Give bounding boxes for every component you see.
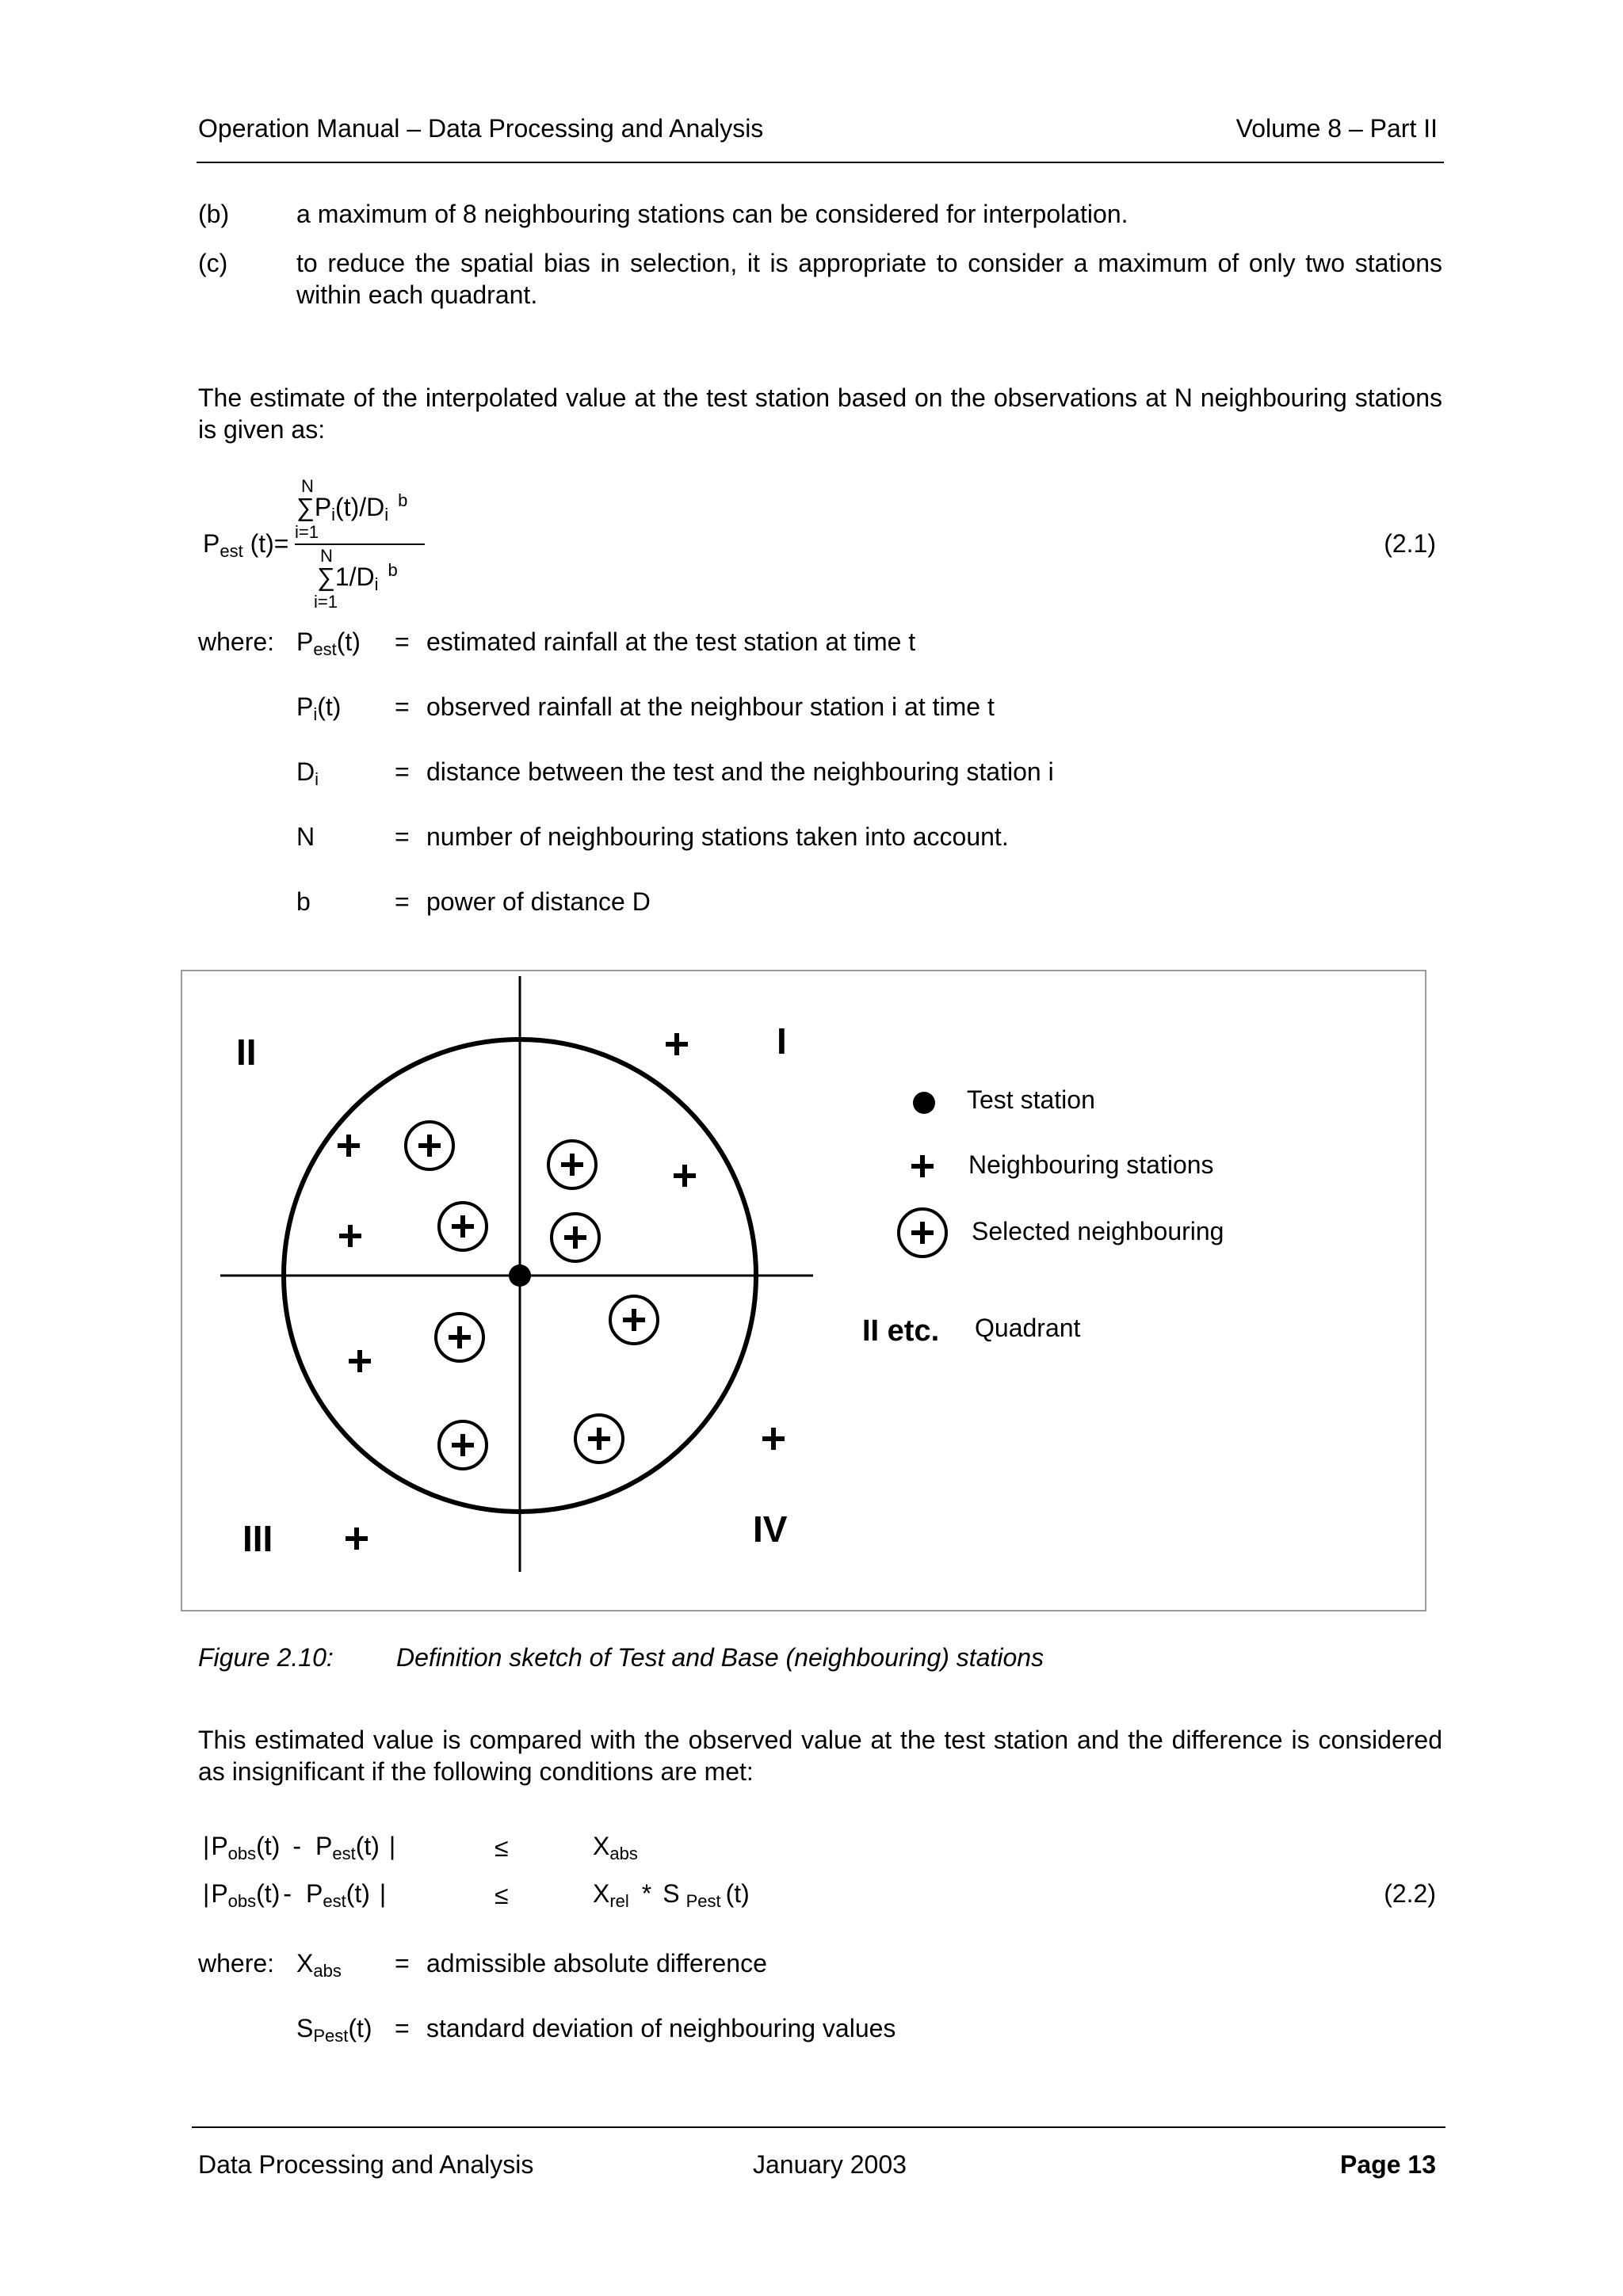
- selected-station-circled-plus: [436, 1314, 483, 1361]
- where2-eq-0: =: [395, 1949, 410, 1978]
- where2-sub-0: abs: [313, 1961, 342, 1981]
- where1-sub-0: est: [313, 639, 337, 659]
- eq1-lhs-p: P: [203, 529, 220, 558]
- eq1-den-sub: i: [374, 574, 379, 594]
- where1-desc-2: distance between the test and the neighbouring station i: [426, 757, 1054, 786]
- where1-sub-2: i: [315, 769, 319, 789]
- where1-sub-1: i: [313, 704, 318, 724]
- list-text-c: to reduce the spatial bias in selection, it is appropriate to consider a maximum of only two stations within each quadrant.: [296, 249, 1442, 309]
- eq2-row2-rhs: [593, 1878, 750, 1909]
- eq1-num-pow: b: [398, 490, 408, 510]
- eq2-s: S: [663, 1879, 680, 1908]
- eq2-p4: P: [306, 1879, 323, 1908]
- where1-eq-2: =: [395, 757, 410, 786]
- eq1-den-sigma: ∑: [317, 563, 335, 591]
- header-volume: Volume 8 – Part II: [1235, 114, 1438, 143]
- eq2-t: (t): [256, 1832, 281, 1860]
- selected-station-circled-plus: [439, 1421, 487, 1469]
- eq1-num-sigma: ∑: [296, 493, 315, 521]
- eq2-obs-sub: obs: [227, 1844, 257, 1863]
- selected-station-circled-plus: [610, 1296, 658, 1344]
- eq1-num-p: P: [314, 493, 332, 521]
- legend-quadrant: Quadrant: [975, 1314, 1081, 1342]
- where1-sym-0: P: [296, 627, 314, 656]
- eq2-est-sub2: est: [323, 1891, 346, 1911]
- legend-selected-icon: [899, 1209, 946, 1257]
- eq2-number: (2.2): [1384, 1879, 1436, 1908]
- eq2-minus2: -: [283, 1879, 292, 1908]
- page-number: Page 13: [1340, 2150, 1436, 2179]
- list-label-c: (c): [198, 249, 228, 277]
- eq1-den-body: 1/D: [334, 563, 375, 591]
- where2-sym-0: X: [296, 1949, 314, 1978]
- selected-station-circled-plus: [439, 1203, 487, 1250]
- eq1-num-sum-lower: i=1: [295, 522, 319, 542]
- selected-station-circled-plus: [575, 1415, 623, 1463]
- eq2-rel-sub: rel: [609, 1891, 629, 1911]
- eq2-x: X: [593, 1832, 610, 1860]
- where1-desc-1: observed rainfall at the neighbour station i at time t: [426, 692, 995, 721]
- legend-test-station: Test station: [967, 1085, 1095, 1114]
- neighbour-station-plus: [338, 1135, 360, 1157]
- neighbour-station-plus: [339, 1225, 361, 1247]
- quadrant-label-i: I: [777, 1020, 787, 1062]
- selected-station-circled-plus: [406, 1122, 453, 1169]
- eq2-t5: (t): [725, 1879, 750, 1908]
- where2-sym-spest: [296, 2012, 372, 2044]
- compare-paragraph: This estimated value is compared with the observed value at the test station and the difference is considered as insignificant if the following conditions are met:: [198, 1726, 1442, 1786]
- eq2-bar4: |: [379, 1879, 387, 1908]
- where1-sym-1: P: [296, 692, 314, 721]
- where2-after-1: (t): [348, 2014, 372, 2042]
- eq1-num-rest: (t)/D: [335, 493, 385, 521]
- where1-label: where:: [198, 627, 275, 656]
- neighbour-station-plus: [674, 1165, 696, 1187]
- eq2-x2: X: [593, 1879, 610, 1908]
- header-title: Operation Manual – Data Processing and Analysis: [198, 114, 764, 143]
- where1-desc-4: power of distance D: [426, 887, 651, 916]
- eq2-row1-rhs: [593, 1830, 638, 1862]
- where1-desc-3: number of neighbouring stations taken into account.: [426, 822, 1009, 851]
- footer-left: Data Processing and Analysis: [198, 2150, 534, 2179]
- footer-rule: [192, 2126, 1445, 2128]
- figure-caption-label: Figure 2.10:: [198, 1643, 334, 1672]
- neighbour-station-plus: [346, 1527, 368, 1550]
- eq1-den-sum-upper: N: [320, 546, 333, 566]
- where2-sym-xabs: [296, 1947, 342, 1979]
- neighbour-station-plus: [666, 1033, 688, 1055]
- eq2-abs-sub: abs: [609, 1844, 638, 1863]
- where2-label: where:: [198, 1949, 275, 1978]
- eq1-lhs-arg: (t)=: [242, 529, 289, 558]
- neighbour-station-plus: [762, 1428, 785, 1450]
- test-station-dot: [509, 1264, 531, 1287]
- legend-neighbouring: Neighbouring stations: [968, 1150, 1214, 1179]
- eq2-row2-leq: ≤: [495, 1881, 509, 1909]
- selected-station-circled-plus: [552, 1214, 599, 1261]
- quadrant-label-iv: IV: [753, 1508, 788, 1550]
- where2-eq-1: =: [395, 2014, 410, 2042]
- eq2-p3: P: [211, 1879, 228, 1908]
- footer-date: January 2003: [753, 2150, 907, 2179]
- where2-desc-0: admissible absolute difference: [426, 1949, 767, 1978]
- eq1-num-sub: i: [331, 505, 336, 524]
- eq2-pest-sub: Pest: [685, 1891, 721, 1911]
- eq2-p: P: [211, 1832, 228, 1860]
- where1-eq-4: =: [395, 887, 410, 916]
- selected-station-circled-plus: [548, 1141, 596, 1188]
- legend-selected: Selected neighbouring: [972, 1217, 1224, 1245]
- eq1-num-dsub: i: [384, 505, 389, 524]
- where1-eq-1: =: [395, 692, 410, 721]
- eq2-p2: P: [315, 1832, 333, 1860]
- eq2-est-sub: est: [332, 1844, 356, 1863]
- figure-caption-text: Definition sketch of Test and Base (neighbouring) stations: [396, 1643, 1044, 1672]
- eq2-obs-sub2: obs: [227, 1891, 257, 1911]
- quadrant-label-ii: II: [236, 1032, 257, 1073]
- list-label-b: (b): [198, 200, 230, 228]
- eq2-times: *: [641, 1879, 652, 1908]
- where1-sym-2: D: [296, 757, 315, 786]
- legend-quadrant-symbol: II etc.: [862, 1314, 940, 1348]
- eq1-num-sum-upper: N: [301, 476, 314, 496]
- eq1-den-pow: b: [388, 560, 398, 580]
- where1-after-1: (t): [317, 692, 342, 721]
- where1-desc-0: estimated rainfall at the test station at time t: [426, 627, 916, 656]
- eq2-bar2: |: [388, 1832, 396, 1860]
- where1-eq-0: =: [395, 627, 410, 656]
- eq2-bar: |: [203, 1832, 210, 1860]
- where2-sub-1: Pest: [313, 2026, 349, 2046]
- eq2-t4: (t): [346, 1879, 370, 1908]
- eq2-bar3: |: [203, 1879, 210, 1908]
- where1-sym-b: b: [296, 887, 311, 916]
- legend-test-station-icon: [913, 1092, 935, 1114]
- eq2-t2: (t): [355, 1832, 380, 1860]
- where1-sym-n: N: [296, 822, 315, 851]
- neighbour-station-plus: [349, 1350, 371, 1372]
- quadrant-label-iii: III: [242, 1518, 273, 1559]
- where1-eq-3: =: [395, 822, 410, 851]
- eq1-lhs-sub: est: [220, 541, 243, 561]
- eq2-row2-lhs: [203, 1878, 386, 1909]
- legend-neighbour-icon: [911, 1155, 934, 1177]
- where1-after-0: (t): [336, 627, 361, 656]
- eq2-minus: -: [292, 1832, 301, 1860]
- eq1-number: (2.1): [1384, 529, 1436, 558]
- list-text-b: a maximum of 8 neighbouring stations can be considered for interpolation.: [296, 200, 1128, 228]
- eq1-den-sum-lower: i=1: [314, 592, 338, 612]
- eq2-t3: (t): [256, 1879, 281, 1908]
- eq2-row1-leq: ≤: [495, 1833, 509, 1862]
- where2-sym-1: S: [296, 2014, 314, 2042]
- intro-paragraph: The estimate of the interpolated value at the test station based on the observations at N neighbouring stations is given as:: [198, 383, 1442, 444]
- eq2-row1-lhs: [203, 1830, 395, 1862]
- where2-desc-1: standard deviation of neighbouring values: [426, 2014, 896, 2042]
